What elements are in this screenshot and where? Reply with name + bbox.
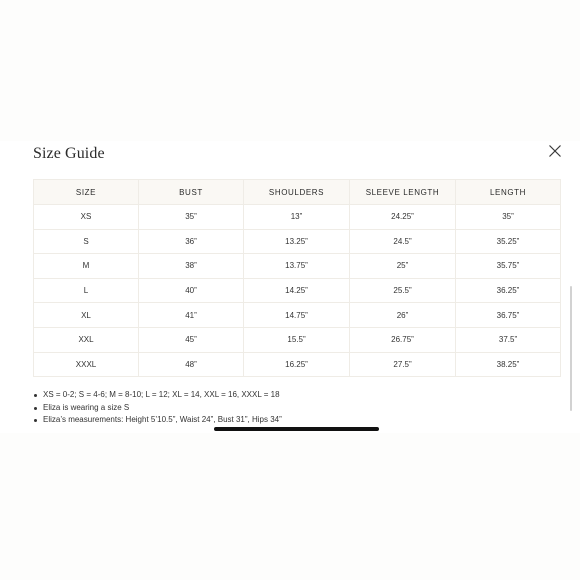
size-notes-list xyxy=(33,389,282,427)
cell-bust: 35” xyxy=(139,205,244,230)
cell-size: XL xyxy=(34,303,139,328)
note-size-conversion: XS = 0-2; S = 4-6; M = 8-10; L = 12; XL = 14, XXL = 16, XXXL = 18 xyxy=(43,389,282,402)
cell-size: M xyxy=(34,254,139,279)
home-indicator xyxy=(214,427,379,431)
cell-sleeve-length: 27.5” xyxy=(350,352,456,377)
cell-length: 35.75” xyxy=(456,254,561,279)
scrollbar-thumb[interactable] xyxy=(570,286,572,411)
cell-shoulders: 13.25” xyxy=(244,229,350,254)
header-length: LENGTH xyxy=(456,180,561,205)
table-row xyxy=(34,352,561,377)
table-row xyxy=(34,327,561,352)
table-row xyxy=(34,254,561,279)
cell-size: XXXL xyxy=(34,352,139,377)
cell-sleeve-length: 25” xyxy=(350,254,456,279)
cell-shoulders: 13” xyxy=(244,205,350,230)
close-button[interactable] xyxy=(548,144,562,158)
cell-sleeve-length: 26.75” xyxy=(350,327,456,352)
cell-length: 38.25” xyxy=(456,352,561,377)
cell-bust: 36” xyxy=(139,229,244,254)
table-header-row xyxy=(34,180,561,205)
table-row xyxy=(34,303,561,328)
cell-size: S xyxy=(34,229,139,254)
cell-length: 37.5” xyxy=(456,327,561,352)
close-icon xyxy=(548,144,562,158)
note-model-measurements: Eliza’s measurements: Height 5’10.5”, Waist 24”, Bust 31”, Hips 34” xyxy=(43,414,282,427)
cell-bust: 38” xyxy=(139,254,244,279)
cell-sleeve-length: 25.5” xyxy=(350,278,456,303)
cell-shoulders: 15.5” xyxy=(244,327,350,352)
cell-shoulders: 16.25” xyxy=(244,352,350,377)
header-shoulders: SHOULDERS xyxy=(244,180,350,205)
size-table xyxy=(33,179,561,377)
cell-shoulders: 13.75” xyxy=(244,254,350,279)
header-size: SIZE xyxy=(34,180,139,205)
cell-length: 36.25” xyxy=(456,278,561,303)
header-sleeve-length: SLEEVE LENGTH xyxy=(350,180,456,205)
cell-bust: 40” xyxy=(139,278,244,303)
cell-size: XXL xyxy=(34,327,139,352)
table-row xyxy=(34,229,561,254)
cell-bust: 45” xyxy=(139,327,244,352)
size-guide-modal xyxy=(0,141,580,433)
cell-shoulders: 14.75” xyxy=(244,303,350,328)
header-bust: BUST xyxy=(139,180,244,205)
cell-length: 36.75” xyxy=(456,303,561,328)
cell-size: L xyxy=(34,278,139,303)
cell-length: 35.25” xyxy=(456,229,561,254)
cell-bust: 48” xyxy=(139,352,244,377)
cell-size: XS xyxy=(34,205,139,230)
cell-shoulders: 14.25” xyxy=(244,278,350,303)
modal-title: Size Guide xyxy=(33,145,105,162)
table-row xyxy=(34,205,561,230)
cell-sleeve-length: 24.5” xyxy=(350,229,456,254)
cell-sleeve-length: 24.25” xyxy=(350,205,456,230)
cell-sleeve-length: 26” xyxy=(350,303,456,328)
cell-length: 35” xyxy=(456,205,561,230)
table-row xyxy=(34,278,561,303)
cell-bust: 41” xyxy=(139,303,244,328)
note-model-size: Eliza is wearing a size S xyxy=(43,402,282,415)
